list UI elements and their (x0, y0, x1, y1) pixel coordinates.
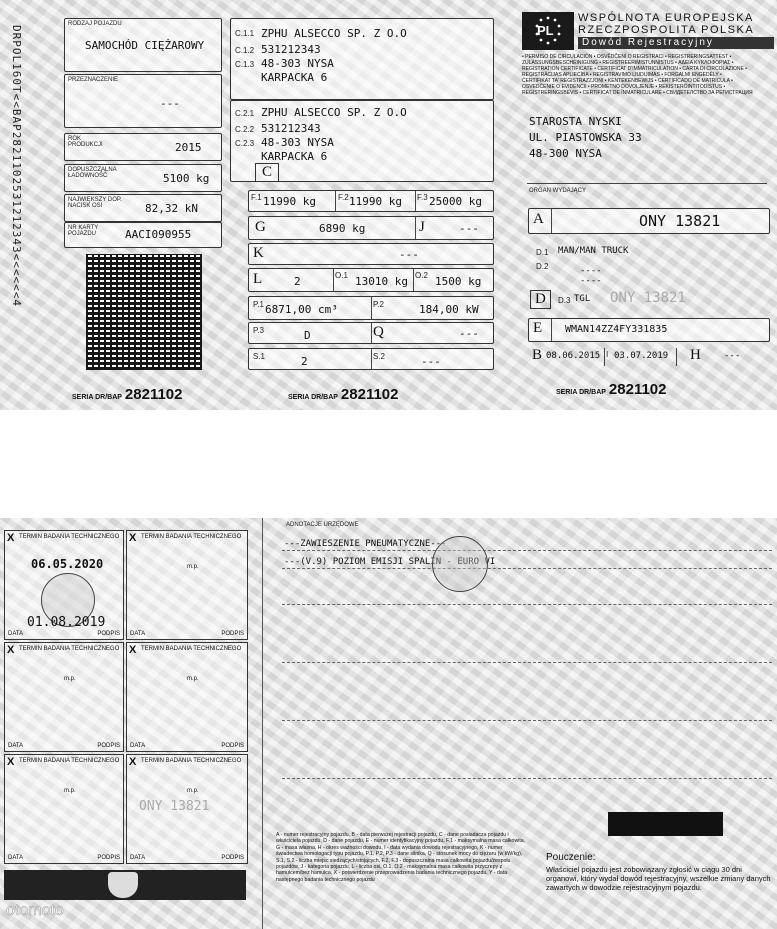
p2-value: 184,00 kW (419, 303, 479, 316)
inspection-title-5: TERMIN BADANIA TECHNICZNEGO (19, 758, 120, 764)
holder-name: ZPHU ALSECCO SP. Z O.O (261, 106, 407, 119)
faint-text: ONY 13821 (139, 799, 210, 814)
mp-label-3: m.p. (64, 676, 76, 682)
inspection-title-4: TERMIN BADANIA TECHNICZNEGO (141, 646, 242, 652)
x-mark-2: X (129, 532, 137, 544)
registration-number-box (528, 208, 770, 234)
axle-load-value: 82,32 kN (145, 202, 198, 215)
vehicle-type-label: RODZAJ POJAZDU (68, 21, 122, 27)
g-value: 6890 kg (319, 222, 366, 235)
x-mark-6: X (129, 756, 137, 768)
inspection-next-date: 06.05.2020 (31, 557, 104, 571)
notice-text: Właściciel pojazdu jest zobowiązany zgłosić w ciągu 30 dni organowi, który wydał dowód rejestracyjny, wszelkie zmiany danych zawartych w dowodzie rejestracyjnym pojazdu. (546, 865, 771, 892)
q-value: --- (459, 327, 479, 340)
serial-left-number: 2821102 (124, 386, 183, 403)
document-name: Dowód Rejestracyjny (578, 37, 774, 49)
issuer-line-1: STAROSTA NYSKI (529, 115, 622, 128)
production-year-label: ROK PRODUKCJI (68, 136, 103, 148)
annotation-1: ---ZAWIESZENIE PNEUMATYCZNE--- (284, 539, 447, 549)
serial-middle (288, 386, 399, 403)
serial-middle-label: SERIA DR/BAP (288, 394, 338, 401)
serial-right-number: 2821102 (608, 381, 667, 398)
document-header (522, 12, 772, 112)
production-year-value: 2015 (175, 141, 202, 154)
o2-code: O.2 (415, 271, 428, 280)
axle-load-label: NAJWIĘKSZY DOP. NACISK OSI (68, 197, 122, 209)
qr-code (86, 254, 202, 370)
k-code: K (253, 245, 264, 261)
podpis-label-1: PODPIS (97, 631, 120, 637)
owner-code-3: C.1.3 (235, 60, 255, 69)
vehicle-card-label: NR KARTY POJAZDU (68, 225, 99, 237)
inspection-title-1: TERMIN BADANIA TECHNICZNEGO (19, 534, 120, 540)
e-code: E (533, 320, 543, 336)
owner-code-2: C.1.2 (235, 46, 255, 55)
engine-row (248, 296, 494, 320)
field-legend: A - numer rejestracyjny pojazdu, B - data pierwszej rejestracji pojazdu, C - dane posiadacza pojazdu i właściciela pojazdu, D - dane pojazdu, E - numer identyfikacyjny pojazdu, F.1 - maksymalna masa całkowita, G - masa własna, H - okres ważności dowodu, I - data wydania dowodu rejestracyjnego, K - numer świadectwa homologacji typu pojazdu, P.1, P.2, P.3 - dane silnika, Q - stosunek mocy do ciężaru (w kW/kg), S.1, S.2 - liczba miejsc siedzących/stojących, F.2, F.3 - dopuszczalna masa całkowita pojazdu/zespołu pojazdów, J - kategoria pojazdu, L - liczba osi, O.1, O.2 - maksymalna masa całkowita przyczepy z hamulcem/bez hamulca, X - potwierdzenie przeprowadzenia badania technicznego pojazdu, Y - data następnego badania technicznego pojazdu (276, 832, 526, 883)
serial-left (72, 386, 183, 403)
inspection-box-1 (4, 530, 124, 640)
axle-load-box (64, 194, 222, 222)
o1-code: O.1 (335, 271, 348, 280)
serial-left-label: SERIA DR/BAP (72, 394, 122, 401)
owner-code-1: C.1.1 (235, 29, 255, 38)
data-label-2: DATA (130, 631, 146, 637)
k-row (248, 243, 494, 265)
s2-code: S.2 (373, 352, 386, 361)
security-strip (608, 812, 723, 836)
inspection-title-6: TERMIN BADANIA TECHNICZNEGO (141, 758, 242, 764)
mass-row (248, 190, 494, 212)
x-mark-1: X (7, 532, 15, 544)
faint-registration: ONY 13821 (610, 290, 686, 306)
payload-box (64, 164, 222, 192)
owner-street: KARPACKA 6 (261, 71, 328, 84)
x-mark-5: X (7, 756, 15, 768)
issuer-line-3: 48-300 NYSA (529, 147, 602, 160)
vehicle-card-value: AACI090955 (125, 228, 192, 241)
data-label-1: DATA (8, 631, 24, 637)
annotations-area (282, 530, 772, 830)
registration-back-page (0, 518, 777, 929)
o1-value: 13010 kg (355, 275, 408, 288)
f1-value: 11990 kg (263, 195, 316, 208)
payload-label: DOPUSZCZALNA ŁADOWNOŚĆ (68, 167, 117, 179)
f3-code: F.3 (417, 193, 428, 202)
p3-code: P.3 (253, 326, 264, 335)
holder-code-1: C.2.1 (235, 109, 255, 118)
x-mark-3: X (7, 644, 15, 656)
d-code: D (530, 290, 551, 309)
dates-row (528, 346, 768, 368)
mp-label-5: m.p. (64, 788, 76, 794)
registration-front-page (0, 0, 777, 410)
p1-code: P.1 (253, 300, 264, 309)
purpose-box (64, 74, 222, 128)
holder-id: 531212343 (261, 122, 321, 135)
holder-city: 48-303 NYSA (261, 136, 334, 149)
h-value: --- (724, 351, 741, 361)
eagle-emblem-icon (108, 872, 138, 898)
l-code: L (253, 271, 263, 287)
k-value: --- (399, 248, 419, 261)
page-divider (262, 518, 264, 929)
payload-value: 5100 kg (163, 172, 210, 185)
s1-value: 2 (301, 355, 308, 368)
d2-code: D.2 (536, 262, 549, 271)
d1-code: D.1 (536, 248, 549, 257)
podpis-label-4: PODPIS (221, 743, 244, 749)
holder-box (230, 100, 494, 182)
vin-box (528, 318, 770, 342)
owner-city: 48-303 NYSA (261, 57, 334, 70)
issuer-line-2: UL. PIASTOWSKA 33 (529, 131, 642, 144)
inspection-box-4 (126, 642, 248, 752)
country-line: RZECZPOSPOLITA POLSKA (578, 24, 755, 36)
emblem-strip (4, 870, 246, 900)
l-value: 2 (294, 275, 301, 288)
issuer-label: ORGAN WYDAJĄCY (529, 188, 587, 194)
serial-right (556, 381, 667, 398)
official-stamp-2 (432, 536, 488, 592)
inspection-box-3 (4, 642, 124, 752)
data-label-4: DATA (130, 743, 146, 749)
f3-value: 25000 kg (429, 195, 482, 208)
b-code: B (532, 347, 543, 363)
s2-value: --- (421, 355, 441, 368)
holder-code-3: C.2.3 (235, 139, 255, 148)
mp-label-4: m.p. (187, 676, 199, 682)
notice-title: Pouczenie: (546, 852, 596, 863)
d3-code: D.3 (558, 296, 571, 305)
podpis-label-3: PODPIS (97, 743, 120, 749)
first-registration-date: 08.06.2015 (546, 351, 601, 361)
make-value: MAN/MAN TRUCK (558, 246, 629, 256)
mp-label-6: m.p. (187, 788, 199, 794)
c-label: C (255, 163, 279, 182)
eu-flag-icon (522, 12, 574, 50)
j-code: J (419, 219, 425, 235)
axles-trailer-row (248, 268, 494, 292)
issuer-block (527, 115, 767, 195)
q-code: Q (373, 324, 384, 340)
owner-name: ZPHU ALSECCO SP. Z O.O (261, 27, 407, 40)
serial-right-label: SERIA DR/BAP (556, 389, 606, 396)
mp-label-2: m.p. (187, 564, 199, 570)
podpis-label-6: PODPIS (221, 855, 244, 861)
data-label-5: DATA (8, 855, 24, 861)
h-code: H (690, 347, 701, 363)
vehicle-card-box (64, 222, 222, 248)
fuel-row (248, 322, 494, 344)
d2b-value: ---- (580, 276, 602, 286)
annotation-2: ---(V.9) POZIOM EMISJI SPALIN - EURO VI (284, 557, 496, 567)
o2-value: 1500 kg (435, 275, 482, 288)
inspection-box-2 (126, 530, 248, 640)
purpose-value: --- (160, 97, 180, 110)
make-model-block (528, 240, 768, 310)
f1-code: F.1 (251, 193, 262, 202)
owner-id: 531212343 (261, 43, 321, 56)
eu-line: WSPÓLNOTA EUROPEJSKA (578, 12, 754, 24)
p2-code: P.2 (373, 300, 384, 309)
mrz-code: DRPOL160T<<BAP2821102531212343<<<<<<4 (10, 25, 23, 308)
f2-value: 11990 kg (349, 195, 402, 208)
annotations-label: ADNOTACJE URZĘDOWE (286, 522, 359, 528)
watermark: otomoto (6, 902, 64, 919)
a-code: A (533, 211, 544, 227)
inspection-box-6 (126, 754, 248, 864)
p3-value: D (304, 329, 311, 342)
i-code: I (606, 350, 609, 359)
issue-date: 03.07.2019 (614, 351, 669, 361)
data-label-6: DATA (130, 855, 146, 861)
x-mark-4: X (129, 644, 137, 656)
model-value: TGL (574, 294, 591, 304)
f2-code: F.2 (338, 193, 349, 202)
d2-value: ---- (580, 266, 602, 276)
g-code: G (255, 219, 266, 235)
seats-row (248, 348, 494, 370)
multilang-text: • PERMISO DE CIRCULACIÓN • OSVĚDČENÍ O REGISTRACI • REGISTRERINGSATTEST • ZULASSUNGSBESCHEINIGUNG • REGISTREERIMISTUNNISTUS • ΑΔΕΙΑ ΚΥΚΛΟΦΟΡΙΑΣ • REGISTRATION CERTIFICATE • CERTIFICAT D'IMMATRICULATION • CARTA DI CIRCOLAZIONE • REĢISTRĀCIJAS APLIECĪBA • REGISTRAVIMO LIUDIJIMAS • FORGALMI ENGEDÉLY • ĊERTIFIKAT TA' REĠISTRAZZJONI • KENTEKENBEWIJS • CERTIFICADO DE MATRÍCULA • OSVEDČENIE O EVIDENCII • PROMETNO DOVOLJENJE • REKISTERÖINTITODISTUS • REGISTRERINGSBEVIS • CERTIFICAT DE ÎNMATRICULARE • СВИДЕТЕЛСТВО ЗА РЕГИСТРАЦИЯ (522, 54, 753, 96)
inspection-box-5 (4, 754, 124, 864)
country-code: PL (537, 23, 554, 38)
podpis-label-2: PODPIS (221, 631, 244, 637)
holder-street: KARPACKA 6 (261, 150, 328, 163)
purpose-label: PRZEZNACZENIE (68, 77, 119, 83)
vehicle-type-box (64, 18, 222, 72)
vin-value: WMAN14ZZ4FY331835 (565, 324, 668, 335)
data-label-3: DATA (8, 743, 24, 749)
serial-middle-number: 2821102 (340, 386, 399, 403)
s1-code: S.1 (253, 352, 266, 361)
owner-box (230, 18, 494, 100)
inspection-title-2: TERMIN BADANIA TECHNICZNEGO (141, 534, 242, 540)
notice-block (546, 852, 774, 912)
production-year-box (64, 133, 222, 161)
inspection-signed-date: 01.08.2019 (27, 615, 106, 630)
podpis-label-5: PODPIS (97, 855, 120, 861)
registration-number: ONY 13821 (639, 212, 721, 230)
vehicle-type-value: SAMOCHÓD CIĘŻAROWY (85, 39, 205, 52)
inspection-title-3: TERMIN BADANIA TECHNICZNEGO (19, 646, 120, 652)
j-value: --- (459, 222, 479, 235)
p1-value: 6871,00 cm³ (265, 303, 338, 316)
holder-code-2: C.2.2 (235, 125, 255, 134)
g-row (248, 216, 494, 240)
